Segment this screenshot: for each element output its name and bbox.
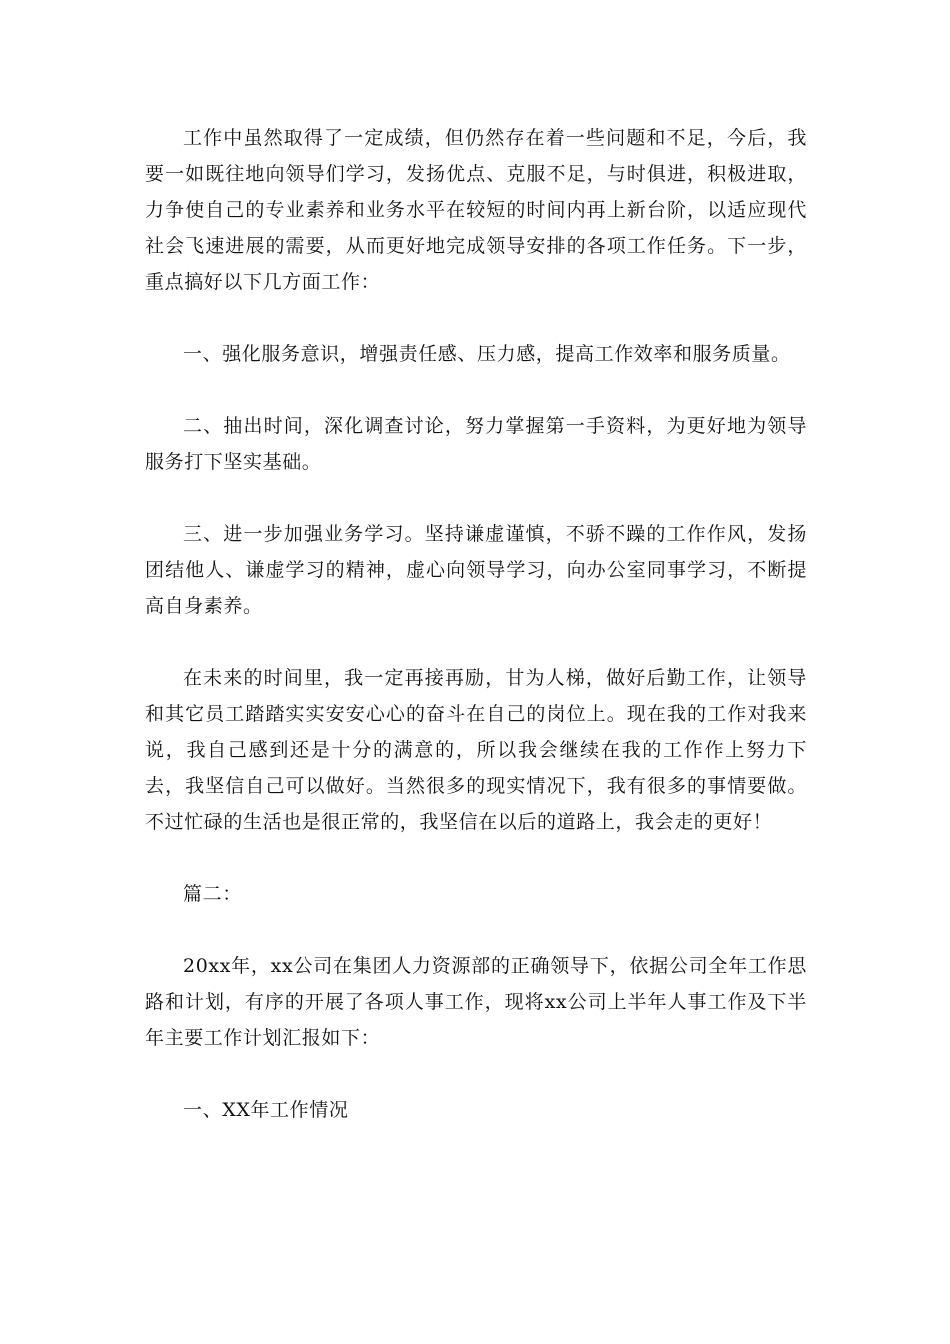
document-body — [145, 120, 807, 1164]
paragraph-item-two: 二、抽出时间，深化调查讨论，努力掌握第一手资料，为更好地为领导服务打下坚实基础。 — [145, 415, 807, 473]
paragraph-part-two-intro: 20xx年，xx公司在集团人力资源部的正确领导下，依据公司全年工作思路和计划，有序的开展了各项人事工作，现将xx公司上半年人事工作及下半年主要工作计划汇报如下： — [145, 955, 807, 1049]
paragraph-item-three: 三、进一步加强业务学习。坚持谦虚谨慎，不骄不躁的工作作风，发扬团结他人、谦虚学习的精神，虚心向领导学习，向办公室同事学习，不断提高自身素养。 — [145, 523, 807, 617]
section-heading-work-status: 一、XX年工作情况 — [183, 1099, 349, 1121]
paragraph-future-outlook: 在未来的时间里，我一定再接再励，甘为人梯，做好后勤工作，让领导和其它员工踏踏实实安安心心的奋斗在自己的岗位上。现在我的工作对我来说，我自己感到还是十分的满意的，所以我会继续在我的工作作上努力下去，我坚信自己可以做好。当然很多的现实情况下，我有很多的事情要做。不过忙碌的生活也是很正常的，我坚信在以后的道路上，我会走的更好！ — [145, 667, 807, 833]
paragraph-summary-intro: 工作中虽然取得了一定成绩，但仍然存在着一些问题和不足，今后，我要一如既往地向领导们学习，发扬优点、克服不足，与时俱进，积极进取，力争使自己的专业素养和业务水平在较短的时间内再上新台阶，以适应现代社会飞速进展的需要，从而更好地完成领导安排的各项工作任务。下一步，重点搞好以下几方面工作： — [145, 127, 807, 293]
paragraph-item-one: 一、强化服务意识，增强责任感、压力感，提高工作效率和服务质量。 — [183, 343, 791, 365]
section-heading-part-two: 篇二： — [183, 883, 242, 905]
